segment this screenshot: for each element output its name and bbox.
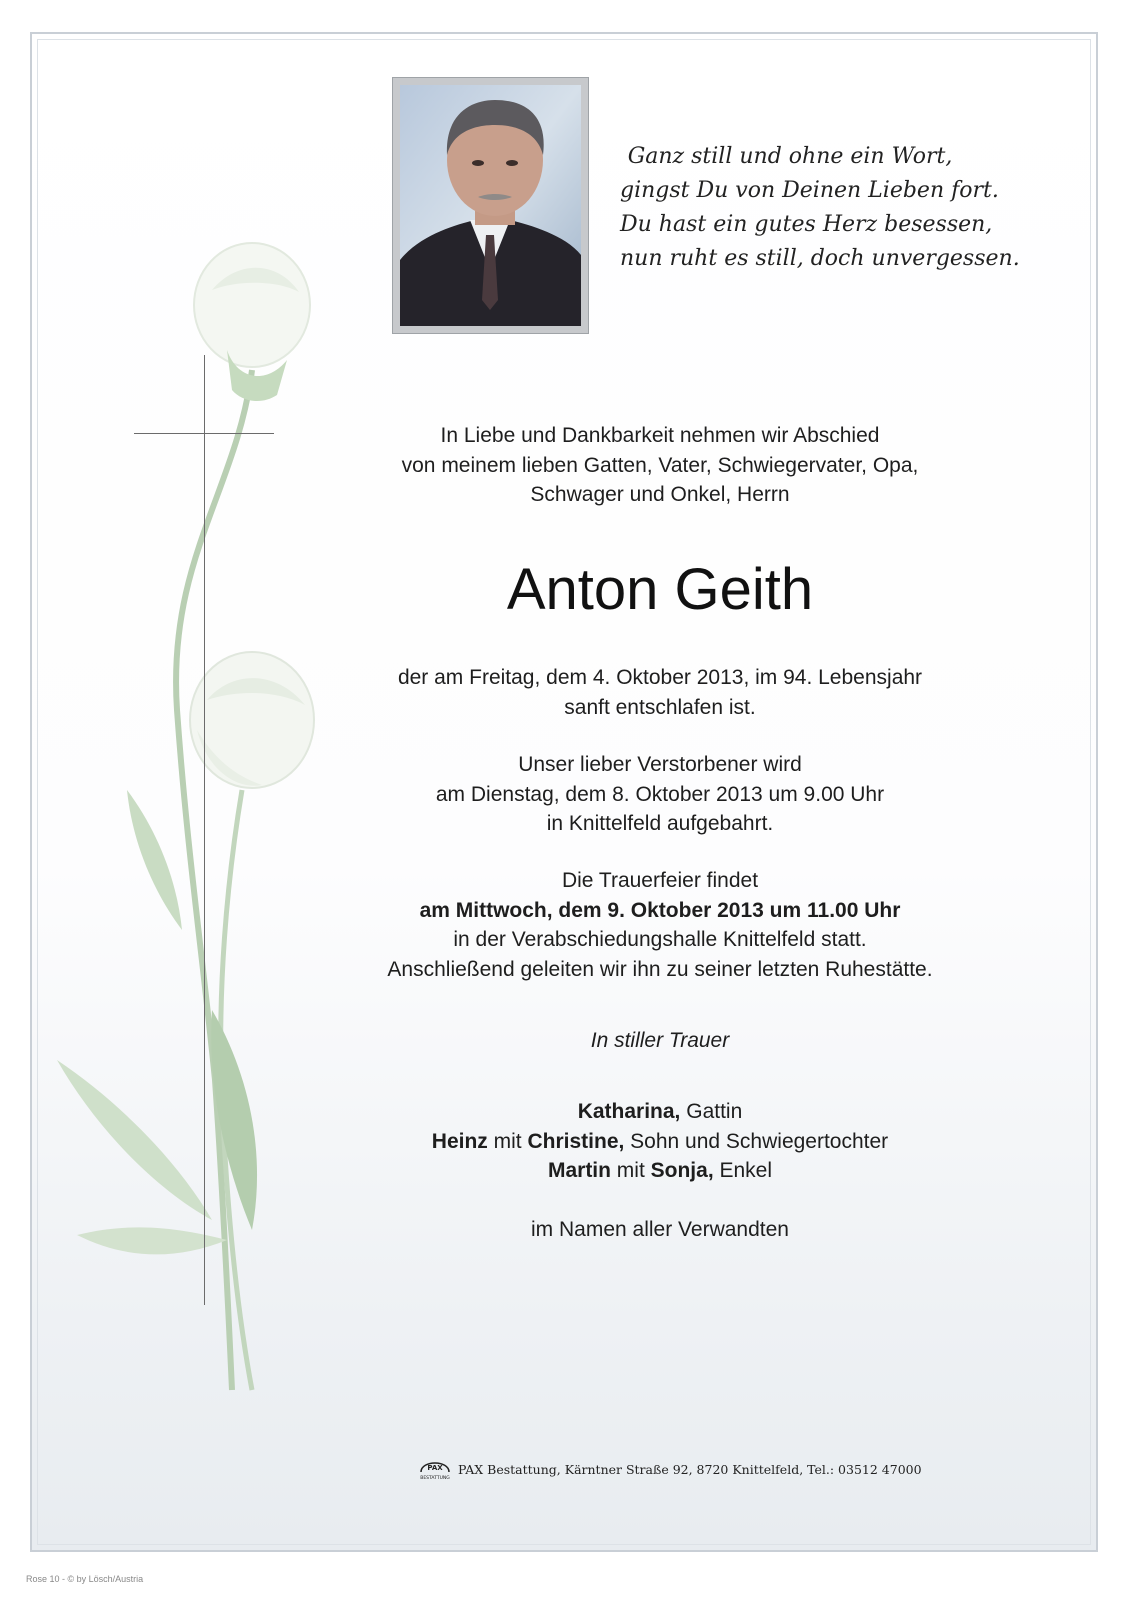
footer-address: PAX Bestattung, Kärntner Straße 92, 8720 Knittelfeld, Tel.: 03512 47000 <box>458 1462 922 1477</box>
mourning-heading: In stiller Trauer <box>590 1029 730 1052</box>
mourner-name: Katharina, <box>577 1100 681 1123</box>
mourner-connector: mit <box>610 1159 651 1182</box>
mourner-row <box>330 1156 990 1186</box>
mourner-name: Heinz <box>431 1129 488 1153</box>
pax-logo-icon <box>416 1452 454 1482</box>
mourner-relation: Gattin <box>680 1100 743 1123</box>
viewing-line: Unser lieber Verstorbener wird <box>518 753 802 776</box>
ceremony-date-line: am Mittwoch, dem 9. Oktober 2013 um 11.00 Uhr <box>419 898 901 922</box>
ceremony-line: Die Trauerfeier findet <box>561 869 759 892</box>
mourner-row <box>330 1097 990 1127</box>
viewing-line: in Knittelfeld aufgebahrt. <box>546 812 774 835</box>
cross-vertical-line <box>204 355 205 1305</box>
verse-line: gingst Du von Deinen Lieben fort. <box>620 178 999 203</box>
mourner-connector: mit <box>487 1129 528 1153</box>
verse-line: Ganz still und ohne ein Wort, <box>627 144 953 169</box>
mourner-name: Christine, <box>527 1129 625 1153</box>
intro-line: von meinem lieben Gatten, Vater, Schwiegervater, Opa, <box>401 453 919 477</box>
death-line: sanft entschlafen ist. <box>564 695 756 719</box>
portrait-photo <box>392 77 589 334</box>
logo-subtext: BESTATTUNG <box>420 1476 450 1481</box>
ceremony-line: Anschließend geleiten wir ihn zu seiner letzten Ruhestätte. <box>387 957 933 981</box>
mourner-name: Martin <box>547 1159 611 1182</box>
death-line: der am Freitag, dem 4. Oktober 2013, im 94. Lebensjahr <box>397 666 923 689</box>
intro-text <box>330 421 990 510</box>
deceased-name: Anton Geith <box>506 557 814 622</box>
viewing-info <box>330 750 990 839</box>
ceremony-info <box>330 866 990 984</box>
mourner-name: Sonja, <box>650 1159 714 1182</box>
mourners-list <box>330 1097 990 1186</box>
intro-line: In Liebe und Dankbarkeit nehmen wir Abschied <box>440 424 880 447</box>
ceremony-line: in der Verabschiedungshalle Knittelfeld statt. <box>453 928 867 951</box>
memorial-verse <box>620 140 1020 276</box>
mourner-row <box>330 1127 990 1157</box>
cross-horizontal-line <box>134 433 274 434</box>
image-credit: Rose 10 - © by Lösch/Austria <box>26 1574 144 1584</box>
portrait-image <box>400 85 581 326</box>
intro-line: Schwager und Onkel, Herrn <box>530 483 790 506</box>
white-rose-illustration <box>37 230 357 1450</box>
relatives-note: im Namen aller Verwandten <box>531 1218 789 1241</box>
death-notice <box>330 663 990 722</box>
mourner-relation: Sohn und Schwiegertochter <box>624 1129 889 1153</box>
mourner-relation: Enkel <box>713 1159 773 1182</box>
footer <box>416 1446 922 1482</box>
verse-line: Du hast ein gutes Herz besessen, <box>620 212 993 237</box>
viewing-line: am Dienstag, dem 8. Oktober 2013 um 9.00 Uhr <box>435 782 885 806</box>
verse-line: nun ruht es still, doch unvergessen. <box>620 246 1020 271</box>
logo-text: PAX <box>427 1464 443 1472</box>
